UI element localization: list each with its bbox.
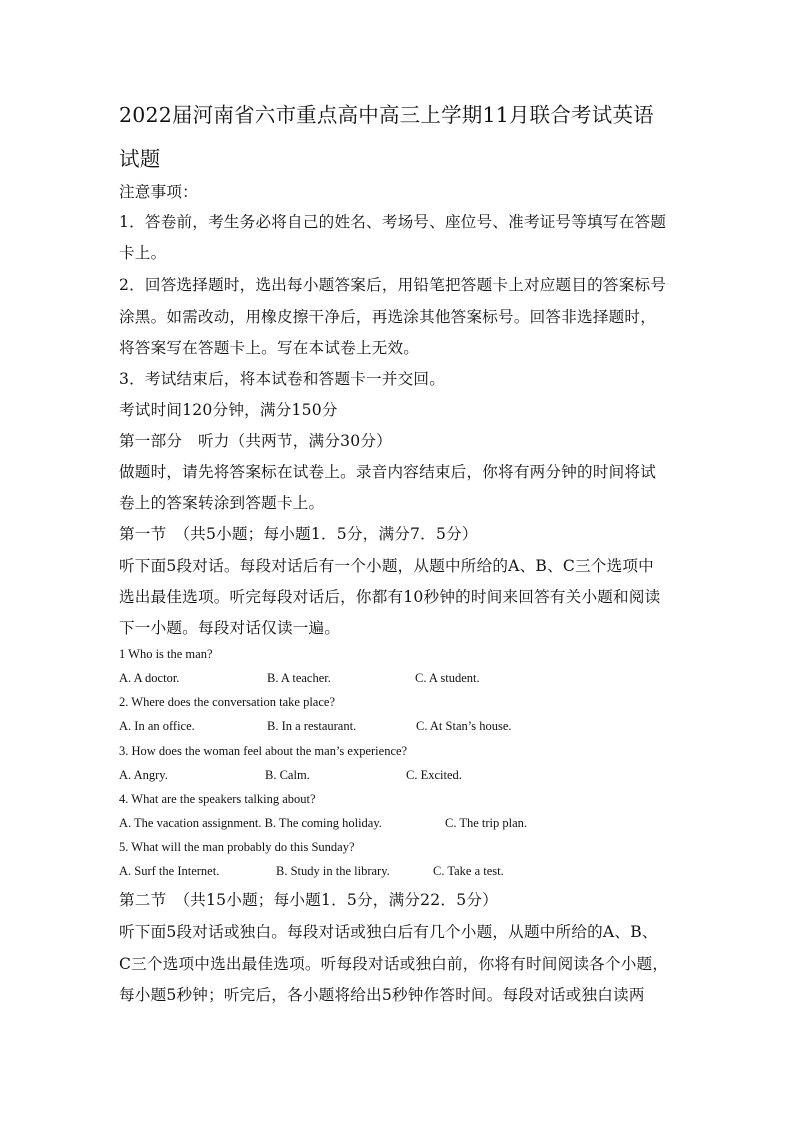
notice-item-2-line-3: 将答案写在答题卡上。写在本试卷上无效。 (119, 339, 420, 357)
question-2-option-a: A. In an office. (119, 719, 195, 733)
document-title-line-1: 2022届河南省六市重点高中高三上学期11月联合考试英语 (119, 103, 654, 127)
document-title-line-2: 试题 (119, 147, 161, 171)
section2-heading: 第二节 （共15小题；每小题1．5分，满分22．5分） (119, 891, 498, 909)
part1-instruction-line-2: 卷上的答案转涂到答题卡上。 (119, 494, 325, 512)
question-1-option-b: B. A teacher. (267, 671, 331, 685)
question-1-option-c: C. A student. (415, 671, 480, 685)
question-4-option-a-b: A. The vacation assignment. B. The coming holiday. (119, 816, 382, 830)
section2-instruction-line-1: 听下面5段对话或独白。每段对话或独白后有几个小题，从题中所给的A、B、 (119, 923, 658, 941)
question-3-option-b: B. Calm. (265, 768, 310, 782)
notice-heading: 注意事项： (119, 183, 198, 201)
question-3-option-a: A. Angry. (119, 768, 168, 782)
question-3-stem: 3. How does the woman feel about the man’s experience? (119, 744, 408, 758)
part1-instruction-line-1: 做题时，请先将答案标在试卷上。录音内容结束后，你将有两分钟的时间将试 (119, 463, 656, 481)
notice-item-3: 3．考试结束后，将本试卷和答题卡一并交回。 (119, 370, 445, 388)
question-2-option-b: B. In a restaurant. (267, 719, 357, 733)
notice-item-1-line-2: 卡上。 (119, 244, 167, 262)
section1-instruction-line-2: 选出最佳选项。听完每段对话后，你都有10秒钟的时间来回答有关小题和阅读 (119, 588, 661, 606)
question-5-stem: 5. What will the man probably do this Sunday? (119, 840, 355, 854)
question-5-option-b: B. Study in the library. (276, 864, 390, 878)
question-5-option-c: C. Take a test. (433, 864, 504, 878)
exam-time: 考试时间120分钟，满分150分 (119, 401, 338, 419)
question-1-stem: 1 Who is the man? (119, 647, 213, 661)
section2-instruction-line-3: 每小题5秒钟；听完后，各小题将给出5秒钟作答时间。每段对话或独白读两 (119, 986, 645, 1004)
part1-heading: 第一部分 听力（共两节，满分30分） (119, 432, 392, 450)
section1-heading: 第一节 （共5小题；每小题1．5分，满分7．5分） (119, 525, 478, 543)
section1-instruction-line-1: 听下面5段对话。每段对话后有一个小题，从题中所给的A、B、C三个选项中 (119, 557, 654, 575)
question-3-option-c: C. Excited. (406, 768, 462, 782)
section2-instruction-line-2: C三个选项中选出最佳选项。听每段对话或独白前，你将有时间阅读各个小题， (119, 955, 669, 973)
question-5-option-a: A. Surf the Internet. (119, 864, 220, 878)
notice-item-2-line-2: 涂黑。如需改动，用橡皮擦干净后，再选涂其他答案标号。回答非选择题时， (119, 308, 656, 326)
question-2-option-c: C. At Stan’s house. (416, 719, 512, 733)
question-2-stem: 2. Where does the conversation take place? (119, 695, 335, 709)
question-1-option-a: A. A doctor. (119, 671, 180, 685)
notice-item-2-line-1: 2．回答选择题时，选出每小题答案后，用铅笔把答题卡上对应题目的答案标号 (119, 276, 667, 294)
notice-item-1-line-1: 1．答卷前，考生务必将自己的姓名、考场号、座位号、准考证号等填写在答题 (119, 213, 667, 231)
question-4-option-c: C. The trip plan. (445, 816, 528, 830)
section1-instruction-line-3: 下一小题。每段对话仅读一遍。 (119, 619, 341, 637)
question-4-stem: 4. What are the speakers talking about? (119, 792, 316, 806)
